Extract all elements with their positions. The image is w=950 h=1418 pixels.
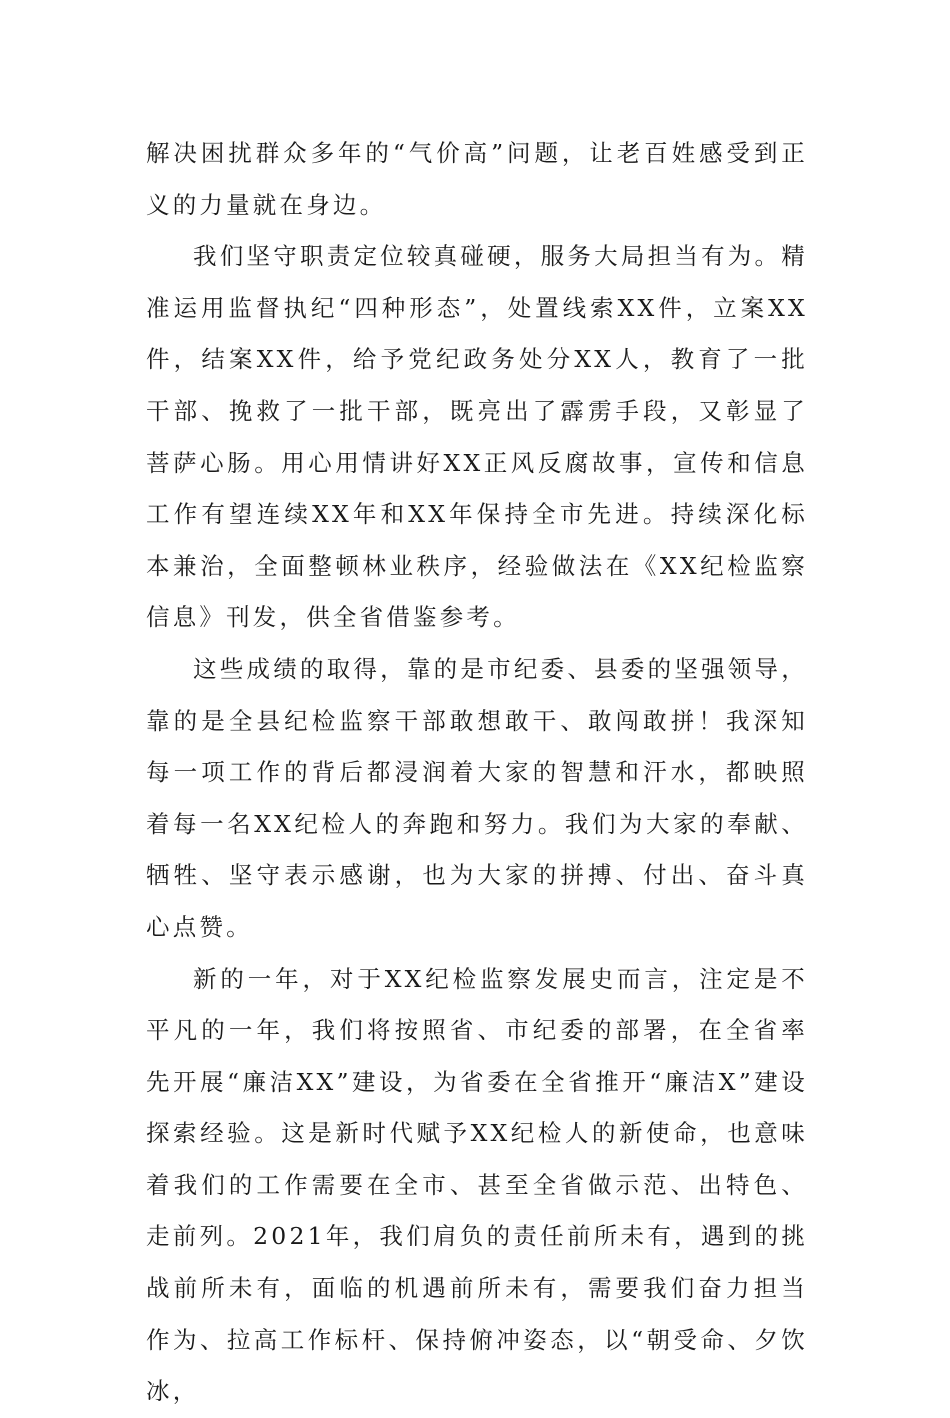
document-body: [146, 128, 808, 1418]
paragraph-4: 新的一年，对于XX纪检监察发展史而言，注定是不平凡的一年，我们将按照省、市纪委的部署，在全省率先开展“廉洁XX”建设，为省委在全省推开“廉洁X”建设探索经验。这是新时代赋予XX纪检人的新使命，也意味着我们的工作需要在全市、甚至全省做示范、出特色、走前列。2021年，我们肩负的责任前所未有，遇到的挑战前所未有，面临的机遇前所未有，需要我们奋力担当作为、拉高工作标杆、保持俯冲姿态，以“朝受命、夕饮冰，: [146, 964, 808, 1406]
paragraph-3: 这些成绩的取得，靠的是市纪委、县委的坚强领导，靠的是全县纪检监察干部敢想敢干、敢闯敢拼！我深知每一项工作的背后都浸润着大家的智慧和汗水，都映照着每一名XX纪检人的奔跑和努力。我们为大家的奉献、牺牲、坚守表示感谢，也为大家的拼搏、付出、奋斗真心点赞。: [146, 654, 808, 941]
paragraph-2: 我们坚守职责定位较真碰硬，服务大局担当有为。精准运用监督执纪“四种形态”，处置线索XX件，立案XX件，结案XX件，给予党纪政务处分XX人，教育了一批干部、挽救了一批干部，既亮出了霹雳手段，又彰显了菩萨心肠。用心用情讲好XX正风反腐故事，宣传和信息工作有望连续XX年和XX年保持全市先进。持续深化标本兼治，全面整顿林业秩序，经验做法在《XX纪检监察信息》刊发，供全省借鉴参考。: [146, 242, 808, 632]
paragraph-1: 解决困扰群众多年的“气价高”问题，让老百姓感受到正义的力量就在身边。: [146, 139, 808, 219]
